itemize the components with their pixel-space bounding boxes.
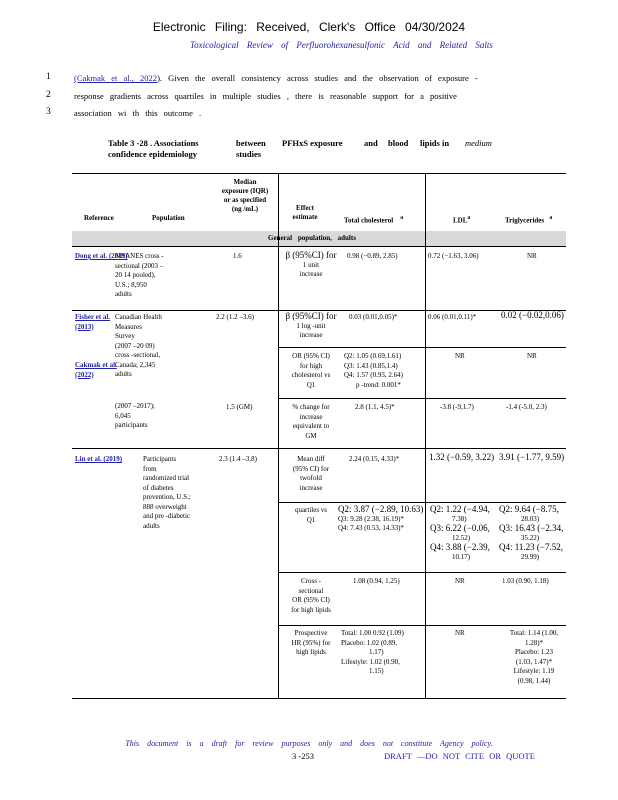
effect-dong: β (95%CI) for 1 unit increase	[285, 250, 337, 278]
tg-lin-cross: 1.03 (0.90, 1.18)	[502, 577, 549, 585]
col-header-median: Median exposure (IQR) or as specified (ng /mL)	[221, 178, 269, 213]
ldl-cakmak: NR	[455, 352, 465, 360]
row-rule	[278, 347, 566, 348]
total-fisher: 0.03 (0.01,0.05)*	[349, 313, 398, 321]
total-dong: 0.98 (−0.89, 2.85)	[347, 252, 398, 260]
effect-lin-prospective: Prospective HR (95%) for high lipids	[291, 629, 331, 656]
row-rule	[72, 448, 566, 449]
col-header-effect: Effect estimate	[292, 204, 318, 221]
caption-word: PFHxS exposure	[282, 138, 343, 148]
tg-lin: 3.91 (−1.77, 9.59)	[499, 453, 565, 462]
row-rule	[278, 398, 566, 399]
pop-cakmak: (2007 –2017); 6,045 participants	[115, 402, 155, 429]
body-line-1	[74, 73, 478, 83]
median-dong: 1.6	[233, 252, 242, 260]
row-rule	[278, 572, 566, 573]
total-cakmak2: 2.8 (1.1, 4.5)*	[355, 403, 395, 411]
pop-lin: Participants from randomized trial of diabetes prevention, U.S.; 888 overweight and pre -diabetic adults	[143, 455, 191, 530]
tg-lin-prospective: Total: 1.14 (1.00, 1.28)* Placebo: 1.23 (1.03, 1.47)* Lifestyle: 1.19 (0.98, 1.44)	[509, 629, 559, 685]
total-lin-quartiles: Q2: 3.87 (−2.89, 10.63) Q3: 9.28 (2.38, 16.19)* Q4: 7.43 (0.53, 14.33)*	[338, 505, 424, 532]
draft-notice: DRAFT —DO NOT CITE OR QUOTE	[384, 751, 535, 761]
col-header-triglycerides: Triglycerides $^a$	[505, 215, 553, 225]
effect-lin: Mean diff (95% CI) for twofold increase	[292, 455, 330, 492]
effect-lin-quartiles: quartiles vs Q1	[294, 506, 328, 524]
total-lin: 2.24 (0.15, 4.33)*	[349, 455, 400, 463]
row-rule	[278, 502, 566, 503]
ldl-cakmak2: -3.8 (-9,1.7)	[440, 403, 474, 411]
caption-word: and	[364, 138, 378, 148]
ref-dong[interactable]: Dong et al. (2019)	[75, 252, 128, 260]
table-caption-line2: confidence epidemiology	[108, 149, 198, 159]
line-number: 2	[46, 90, 51, 100]
total-lin-prospective: Total: 1.00 0.92 (1.09) Placebo: 1.02 (0.89, 1.17) Lifestyle: 1.02 (0.90, 1.15)	[341, 629, 404, 675]
row-rule	[278, 625, 566, 626]
caption-word: blood	[388, 138, 409, 148]
pop-dong: NHANES cross - sectional (2003 – 20 14 pooled), U.S.; 8,950 adults	[115, 252, 164, 298]
ref-fisher[interactable]: Fisher et al. (2013)	[75, 313, 111, 331]
col-header-reference: Reference	[84, 214, 114, 222]
ref-lin[interactable]: Lin et al. (2019)	[75, 455, 123, 463]
body-line-2: response gradients across quartiles in multiple studies , there is reasonable support for a positive	[74, 91, 457, 101]
ref-cakmak[interactable]: Cakmak et al. (2022)	[75, 361, 117, 379]
col-divider	[425, 173, 426, 698]
tg-dong: NR	[527, 252, 537, 260]
ldl-lin-cross: NR	[455, 577, 465, 585]
median-fisher: 2.2 (1.2 –3.6)	[216, 313, 254, 321]
ldl-lin-quartiles: Q2: 1.22 (−4.94, 7.38) Q3: 6.22 (−0.06, 12.52) Q4: 3.88 (−2.39, 10.17)	[430, 505, 490, 561]
tg-cakmak: NR	[527, 352, 537, 360]
effect-cakmak2: % change for increase equivalent to GM	[292, 403, 330, 440]
median-lin: 2.3 (1.4 –3.8)	[219, 455, 257, 463]
col-header-ldl: LDL$^a$	[453, 215, 471, 225]
table-caption: Table 3 -28 . Associations	[108, 138, 199, 148]
citation-link[interactable]: (Cakmak et al., 2022	[74, 73, 158, 83]
caption-word: between	[236, 138, 266, 148]
ldl-lin-prospective: NR	[455, 629, 465, 637]
body-text: ). Given the overall consistency across studies and the observation of exposure -	[157, 73, 478, 83]
effect-cakmak: OR (95% CI) for high cholesterol vs Q1	[291, 352, 331, 389]
total-cakmak: Q2: 1.05 (0.69,1.61) Q3: 1.43 (0.85,1.4) Q4: 1.57 (0.93, 2.64) p -trend: 0.001*	[344, 352, 403, 389]
effect-lin-cross: Cross - sectional OR (95% CI) for high lipids	[291, 577, 331, 614]
tg-fisher: 0.02 (−0.02,0.06)	[501, 310, 564, 320]
line-number: 1	[46, 72, 51, 82]
section-label: General population, adults	[268, 234, 356, 242]
col-header-population: Population	[152, 214, 185, 222]
caption-word: medium	[465, 138, 492, 148]
total-lin-cross: 1.08 (0.94, 1.25)	[353, 577, 400, 585]
effect-fisher: β (95%CI) for 1 log -unit increase	[285, 311, 337, 339]
document-subtitle: Toxicological Review of Perfluorohexanesulfonic Acid and Related Salts	[190, 40, 493, 50]
tg-cakmak2: -1.4 (-5.0, 2.3)	[506, 403, 547, 411]
table-top-rule	[72, 173, 566, 174]
footer-disclaimer: This document is a draft for review purposes only and does not constitute Agency policy.	[125, 739, 493, 748]
ldl-dong: 0.72 (−1.63, 3.06)	[428, 252, 479, 260]
ldl-lin: 1.32 (−0.59, 3.22)	[429, 452, 495, 462]
caption-word: studies	[236, 149, 262, 159]
caption-word: lipids in	[420, 138, 450, 148]
median-cakmak: 1.5 (GM)	[226, 403, 253, 411]
section-rule	[72, 246, 566, 247]
body-line-3: association wi th this outcome .	[74, 108, 202, 118]
col-header-total: Total cholesterol $^a$	[344, 215, 404, 225]
page-number: 3 -253	[292, 751, 314, 761]
line-number: 3	[46, 107, 51, 117]
filing-header: Electronic Filing: Received, Clerk's Office 04/30/2024	[152, 20, 466, 34]
ldl-fisher: 0.06 (0.01,0.11)*	[428, 313, 477, 321]
tg-lin-quartiles: Q2: 9.64 (−8.75, 28.03) Q3: 16.43 (−2.34, 35.22) Q4: 11.23 (−7.52, 29.99)	[499, 505, 564, 561]
pop-fisher: Canadian Health Measures Survey (2007 –20 09) cross -sectional, Canada; 2,345 adults	[115, 313, 162, 378]
table-bottom-rule	[72, 698, 566, 699]
col-divider	[278, 173, 279, 698]
